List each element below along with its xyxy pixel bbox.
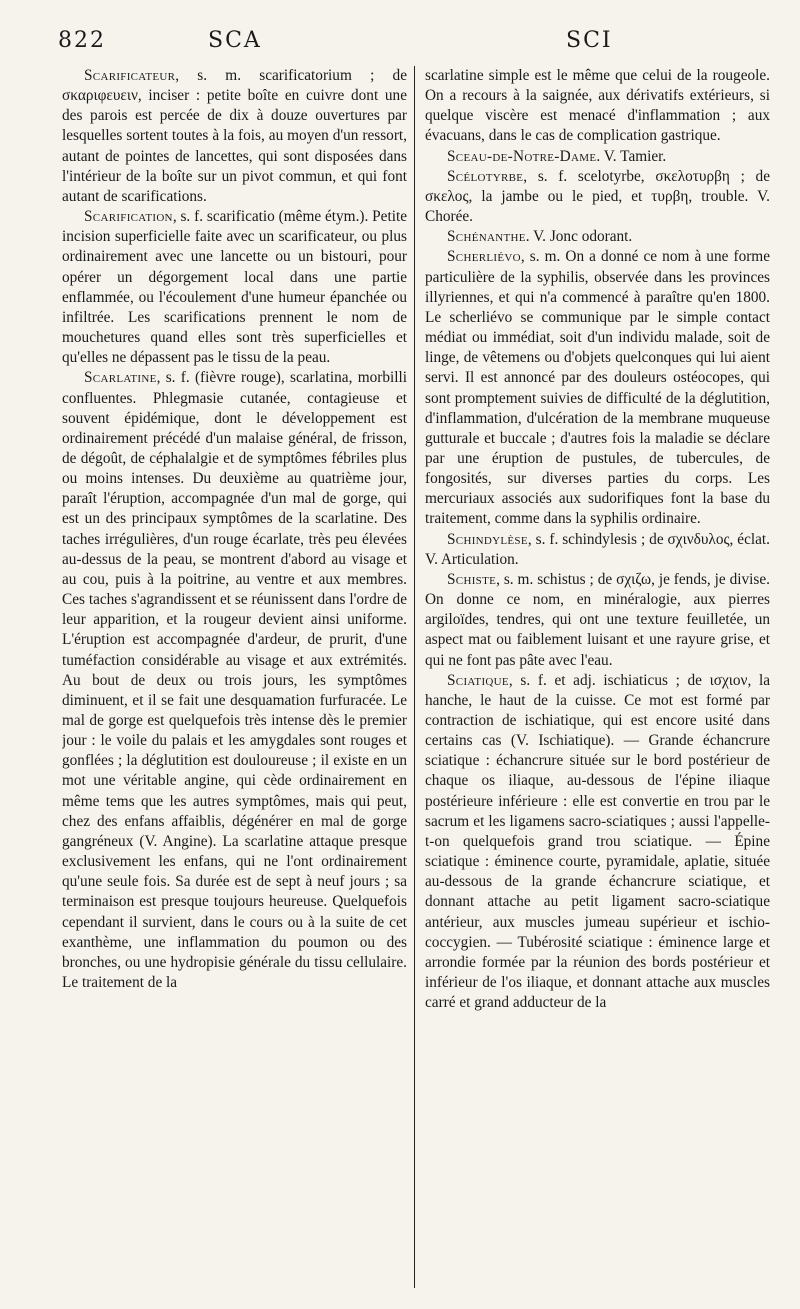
left-column [62, 66, 407, 1291]
entry-text: , s. f. schindylesis ; de σχινδυλος, éclat. V. Articulation. [425, 530, 770, 568]
entry-text: . V. Tamier. [596, 147, 667, 165]
entry-scelotyrbe [425, 167, 770, 227]
entry-headword: Scarificateur [84, 67, 176, 84]
running-head-left: SCA [208, 28, 262, 53]
entry-text: , s. m. schistus ; de σχιζω, je fends, je divise. On donne ce nom, en minéralogie, aux pierres argiloïdes, tendres, qui ont une texture feuilletée, un aspect mat ou faiblement luisant et une rayure grise, et qui ne font pas pâte avec l'eau. [425, 570, 770, 669]
entry-sciatique [425, 671, 770, 1014]
entry-sceau-de-notre-dame [425, 147, 770, 167]
entry-continuation [425, 66, 770, 147]
entry-headword: Scélotyrbe [447, 167, 524, 185]
running-head-right: SCI [566, 28, 613, 53]
entry-text: , s. f. (fièvre rouge), scarlatina, morbilli confluentes. Phlegmasie cutanée, contagieuse et souvent épidémique, dont le développement est ordinairement précédé d'un malaise général, de frisson, de dégoût, de céphalalgie et de symptômes fébriles plus ou moins intenses. Du deuxième au quatrième jour, paraît l'éruption, accompagnée d'un mal de gorge, qui est un des principaux symptômes de la scarlatine. Des taches irrégulières, d'un rouge écarlate, très peu élevées au-dessus de la peau, se montrent d'abord au visage et au cou, puis à la poitrine, au ventre et aux membres. Ces taches s'agrandissent et se réunissent dans l'ordre de leur apparition, et la rougeur devient ainsi uniforme. L'éruption est accompagnée d'ardeur, de prurit, d'une tuméfaction considérable au visage et aux extrémités. Au bout de deux ou trois jours, les symptômes diminuent, et il se fait une desquamation furfuracée. Le mal de gorge est quelquefois très intense dès le premier jour : le voile du palais et les amygdales sont rouges et gonflées ; la déglutition est douloureuse ; il existe en un mot une véritable angine, qui cède ordinairement en même tems que les autres symptômes, mais qui peut, chez des enfans affaiblis, dégénérer en mal de gorge gangréneux (V. Angine). La scarlatine attaque presque exclusivement les enfans, qui ne l'ont ordinairement qu'une seule fois. Sa durée est de sept à neuf jours ; sa terminaison est presque toujours heureuse. Quelquefois cependant il survient, dans le cours ou à la suite de cet exanthème, une inflammation du poumon ou des bronches, ou une hydropisie générale du tissu cellulaire. Le traitement de la [62, 369, 407, 992]
entry-headword: Scherliévo [447, 248, 521, 266]
entry-schiste [425, 570, 770, 671]
running-header [0, 28, 800, 60]
entry-text: , s. m. On a donné ce nom à une forme particulière de la syphilis, observée dans les provinces illyriennes, et qui n'a commencé à paraître qu'en 1800. Le scherliévo se communique par le simple contact médiat ou immédiat, soit d'un individu malade, soit de linge, de vêtemens ou d'objets quelconques qui lui aient servi. Il est annoncé par des douleurs ostéocopes, qui sont promptement suivies de difficulté de la déglutition, d'inflammation, d'ulcération de la membrane muqueuse gutturale et buccale ; d'autres fois la maladie se déclare par une éruption de pustules, de tubercules, de fongosités, sur diverses parties du corps. Les mercuriaux associés aux sudorifiques font la base du traitement, comme dans la syphilis ordinaire. [425, 248, 770, 528]
entry-scarlatine [62, 368, 407, 993]
entry-headword: Sciatique [447, 671, 509, 689]
entry-text: , s. m. scarificatorium ; de σκαριφευειν, inciser : petite boîte en cuivre dont une des parois est percée de dix à douze ouvertures par lesquelles sortent toutes à la fois, au moyen d'un ressort, autant de pointes de lancettes, qui sont disposées dans l'intérieur de la boîte sur un pivot commun, et qui font autant de scarifications. [62, 67, 407, 205]
entry-text: . V. Jonc odorant. [525, 228, 633, 246]
entry-scarificateur [62, 66, 407, 207]
entry-headword: Scarlatine [84, 369, 157, 387]
entry-text: , s. f. scelotyrbe, σκελοτυρβη ; de σκελος, la jambe ou le pied, et τυρβη, trouble. V. Chorée. [425, 167, 770, 226]
entry-headword: Schiste [447, 570, 497, 588]
entry-headword: Scarification [84, 208, 173, 226]
entry-headword: Schindylèse [447, 530, 528, 548]
entry-scherlievo [425, 247, 770, 529]
entry-schenanthe [425, 227, 770, 247]
entry-headword: Schénanthe [447, 228, 526, 246]
column-divider [414, 66, 415, 1288]
entry-text: , s. f. scarificatio (même étym.). Petite incision superficielle faite avec un scarificateur, ou plus ordinairement avec une lancette ou un bistouri, pour opérer un dégorgement local dans une partie enflammée, ou l'écoulement d'une humeur épanchée ou infiltrée. Les scarifications prennent le nom de mouchetures quand elles sont très superficielles et qu'elles ne dépassent pas le tissu de la peau. [62, 208, 407, 367]
entry-scarification [62, 207, 407, 368]
entry-schindylese [425, 530, 770, 570]
right-column [425, 66, 770, 1291]
page-number: 822 [58, 28, 106, 53]
entry-headword: Sceau-de-Notre-Dame [447, 147, 597, 165]
entry-text: scarlatine simple est le même que celui de la rougeole. On a recours à la saignée, aux dérivatifs extérieurs, si quelque viscère est menacé d'inflammation ; aux évacuans, dans le cas de complication gastrique. [425, 67, 770, 145]
entry-text: , s. f. et adj. ischiaticus ; de ισχιον, la hanche, le haut de la cuisse. Ce mot est formé par contraction de ischiatique, qui est encore usité dans certains cas (V. Ischiatique). — Grande échancrure sciatique : échancrure située sur le bord postérieur de chaque os iliaque, au-dessous de l'épine iliaque postérieure inférieure : elle est convertie en trou par le sacrum et les ligamens sacro-sciatiques ; aussi l'appelle-t-on quelquefois grand trou sciatique. — Épine sciatique : éminence courte, pyramidale, aplatie, située au-dessous de la grande échancrure sciatique, et donnant attache au petit ligament sacro-sciatique antérieur, aux muscles jumeau supérieur et ischio-coccygien. — Tubérosité sciatique : éminence large et arrondie formée par la réunion des bords postérieur et inférieur de l'os iliaque, et donnant attache aux muscles carré et grand adducteur de la [425, 671, 770, 1012]
